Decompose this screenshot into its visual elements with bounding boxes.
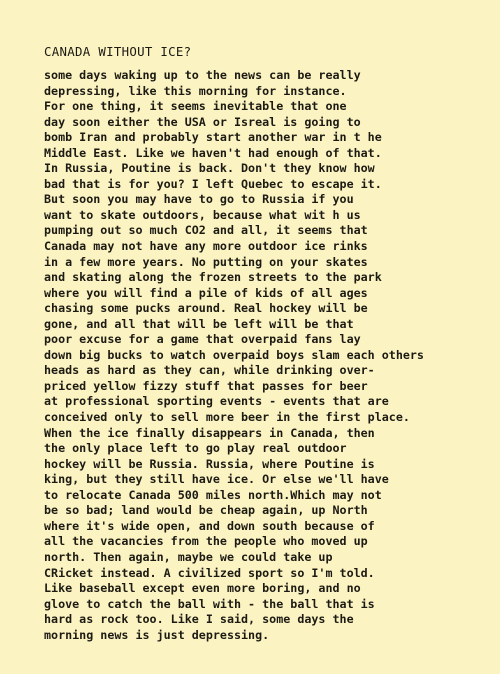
body-line: hockey will be Russia. Russia, where Poutine is	[44, 456, 375, 471]
body-line: some days waking up to the news can be really	[44, 68, 361, 82]
body-line: at professional sporting events - events that are	[44, 394, 389, 409]
body-line: Like baseball except even more boring, and no	[44, 581, 361, 596]
body-line: Middle East. Like we haven't had enough of that.	[44, 145, 382, 160]
body-line: glove to catch the ball with - the ball that is	[44, 596, 375, 611]
body-line: conceived only to sell more beer in the first place.	[44, 410, 410, 425]
body-line: and skating along the frozen streets to the park	[44, 270, 382, 285]
body-line: When the ice finally disappears in Canada, then	[44, 425, 375, 440]
body-line: north. Then again, maybe we could take up	[44, 549, 333, 564]
body-line: morning news is just depressing.	[44, 627, 270, 642]
body-line: priced yellow fizzy stuff that passes for beer	[44, 378, 368, 393]
body-line: be so bad; land would be cheap again, up North	[44, 503, 368, 518]
body-line: the only place left to go play real outdoor	[44, 441, 347, 456]
body-line: CRicket instead. A civilized sport so I'm told.	[44, 565, 375, 580]
body-line: Canada may not have any more outdoor ice rinks	[44, 239, 368, 254]
body-line: in a few more years. No putting on your skates	[44, 254, 368, 269]
body-line: bad that is for you? I left Quebec to escape it.	[44, 176, 382, 191]
body-line: want to skate outdoors, because what wit h us	[44, 207, 361, 222]
body-line: gone, and all that will be left will be that	[44, 316, 354, 331]
body-line: where it's wide open, and down south because of	[44, 518, 375, 533]
body-line: pumping out so much CO2 and all, it seems that	[44, 223, 368, 238]
body-line: day soon either the USA or Isreal is going to	[44, 114, 361, 129]
body-line: king, but they still have ice. Or else we'll have	[44, 472, 389, 487]
body-line: depressing, like this morning for instance.	[44, 83, 347, 98]
body-line: But soon you may have to go to Russia if you	[44, 192, 354, 207]
body-line: where you will find a pile of kids of all ages	[44, 285, 368, 300]
body-line: all the vacancies from the people who moved up	[44, 534, 368, 549]
body-line: hard as rock too. Like I said, some days the	[44, 612, 354, 627]
body-line: chasing some pucks around. Real hockey will be	[44, 301, 368, 316]
document-title: CANADA WITHOUT ICE?	[44, 44, 192, 59]
body-line: heads as hard as they can, while drinking over-	[44, 363, 375, 378]
body-line: bomb Iran and probably start another war in t he	[44, 130, 382, 145]
body-line: poor excuse for a game that overpaid fans lay	[44, 332, 361, 347]
body-line: In Russia, Poutine is back. Don't they know how	[44, 161, 375, 176]
body-line: For one thing, it seems inevitable that one	[44, 99, 347, 114]
body-line: down big bucks to watch overpaid boys slam each others	[44, 347, 424, 362]
body-line: to relocate Canada 500 miles north.Which may not	[44, 487, 382, 502]
document-body	[44, 68, 494, 643]
